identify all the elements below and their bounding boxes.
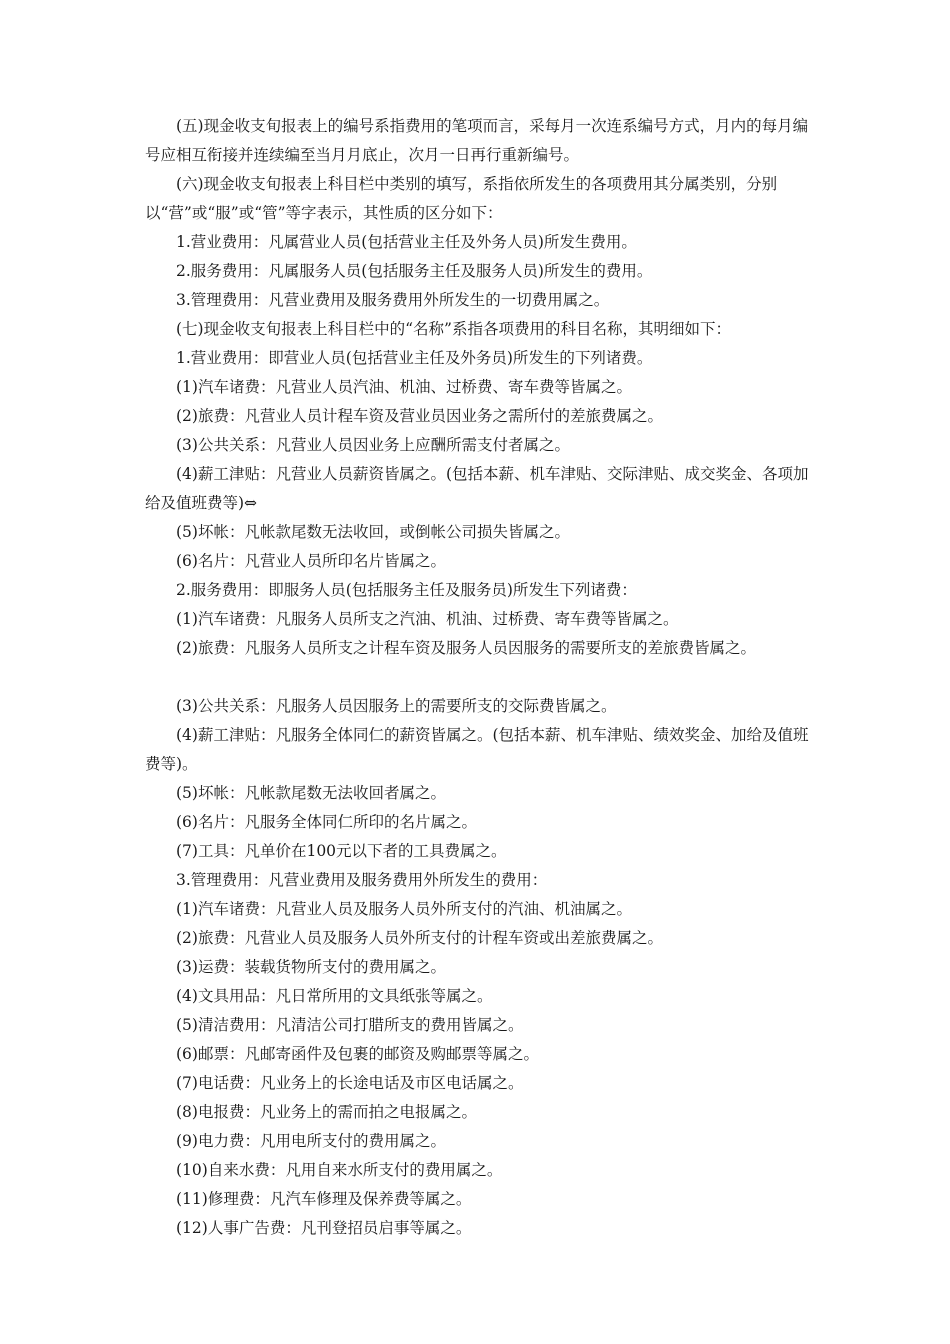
paragraph-item-5: (五)现金收支旬报表上的编号系指费用的笔项而言，采每月一次连系编号方式，月内的每月编号应相互衔接并连续编至当月月底止，次月一日再行重新编号。	[145, 117, 809, 164]
list-item: (10)自来水费：凡用自来水所支付的费用属之。	[176, 1161, 503, 1179]
list-item: (9)电力费：凡用电所支付的费用属之。	[176, 1132, 446, 1150]
list-item: (6)名片：凡服务全体同仁所印的名片属之。	[176, 813, 477, 831]
paragraph-service-expense-heading: 2.服务费用：即服务人员(包括服务主任及服务员)所发生下列诸费：	[176, 581, 637, 599]
list-item: (4)薪工津贴：凡营业人员薪资皆属之。(包括本薪、机车津贴、交际津贴、成交奖金、各项加给及值班费等)⇔	[145, 465, 809, 512]
list-item: (5)坏帐：凡帐款尾数无法收回者属之。	[176, 784, 446, 802]
list-item: (1)汽车诸费：凡营业人员汽油、机油、过桥费、寄车费等皆属之。	[176, 378, 632, 396]
list-item: (3)运费：装载货物所支付的费用属之。	[176, 958, 446, 976]
list-item: (4)薪工津贴：凡服务全体同仁的薪资皆属之。(包括本薪、机车津贴、绩效奖金、加给及值班费等)。	[145, 726, 809, 773]
list-item: (6)邮票：凡邮寄函件及包裹的邮资及购邮票等属之。	[176, 1045, 539, 1063]
document-body	[145, 112, 813, 1243]
list-item: (2)旅费：凡营业人员及服务人员外所支付的计程车资或出差旅费属之。	[176, 929, 663, 947]
list-item: (11)修理费：凡汽车修理及保养费等属之。	[176, 1190, 472, 1208]
list-item: (5)清洁费用：凡清洁公司打腊所支的费用皆属之。	[176, 1016, 524, 1034]
list-item: (6)名片：凡营业人员所印名片皆属之。	[176, 552, 446, 570]
list-item: (7)工具：凡单价在100元以下者的工具费属之。	[176, 842, 507, 860]
paragraph-service-expense-category: 2.服务费用：凡属服务人员(包括服务主任及服务人员)所发生的费用。	[176, 262, 653, 280]
paragraph-item-7: (七)现金收支旬报表上科目栏中的“名称”系指各项费用的科目名称，其明细如下：	[176, 320, 731, 338]
list-item: (5)坏帐：凡帐款尾数无法收回，或倒帐公司损失皆属之。	[176, 523, 570, 541]
list-item: (3)公共关系：凡营业人员因业务上应酬所需支付者属之。	[176, 436, 570, 454]
paragraph-admin-expense-heading: 3.管理费用：凡营业费用及服务费用外所发生的费用：	[176, 871, 548, 889]
list-item: (12)人事广告费：凡刊登招员启事等属之。	[176, 1219, 472, 1237]
list-item: (2)旅费：凡服务人员所支之计程车资及服务人员因服务的需要所支的差旅费皆属之。	[176, 639, 756, 657]
paragraph-admin-expense-category: 3.管理费用：凡营业费用及服务费用外所发生的一切费用属之。	[176, 291, 610, 309]
list-item: (4)文具用品：凡日常所用的文具纸张等属之。	[176, 987, 493, 1005]
list-item: (2)旅费：凡营业人员计程车资及营业员因业务之需所付的差旅费属之。	[176, 407, 663, 425]
list-item: (3)公共关系：凡服务人员因服务上的需要所支的交际费皆属之。	[176, 697, 617, 715]
list-item: (1)汽车诸费：凡服务人员所支之汽油、机油、过桥费、寄车费等皆属之。	[176, 610, 679, 628]
paragraph-sales-expense-heading: 1.营业费用：即营业人员(包括营业主任及外务员)所发生的下列诸费。	[176, 349, 653, 367]
paragraph-item-6: (六)现金收支旬报表上科目栏中类别的填写，系指依所发生的各项费用其分属类别，分别以“营”或“服”或“管”等字表示，其性质的区分如下：	[145, 175, 778, 222]
blank-line	[145, 663, 813, 692]
list-item: (8)电报费：凡业务上的需而拍之电报属之。	[176, 1103, 477, 1121]
paragraph-sales-expense-category: 1.营业费用：凡属营业人员(包括营业主任及外务人员)所发生费用。	[176, 233, 637, 251]
list-item: (1)汽车诸费：凡营业人员及服务人员外所支付的汽油、机油属之。	[176, 900, 632, 918]
list-item: (7)电话费：凡业务上的长途电话及市区电话属之。	[176, 1074, 524, 1092]
